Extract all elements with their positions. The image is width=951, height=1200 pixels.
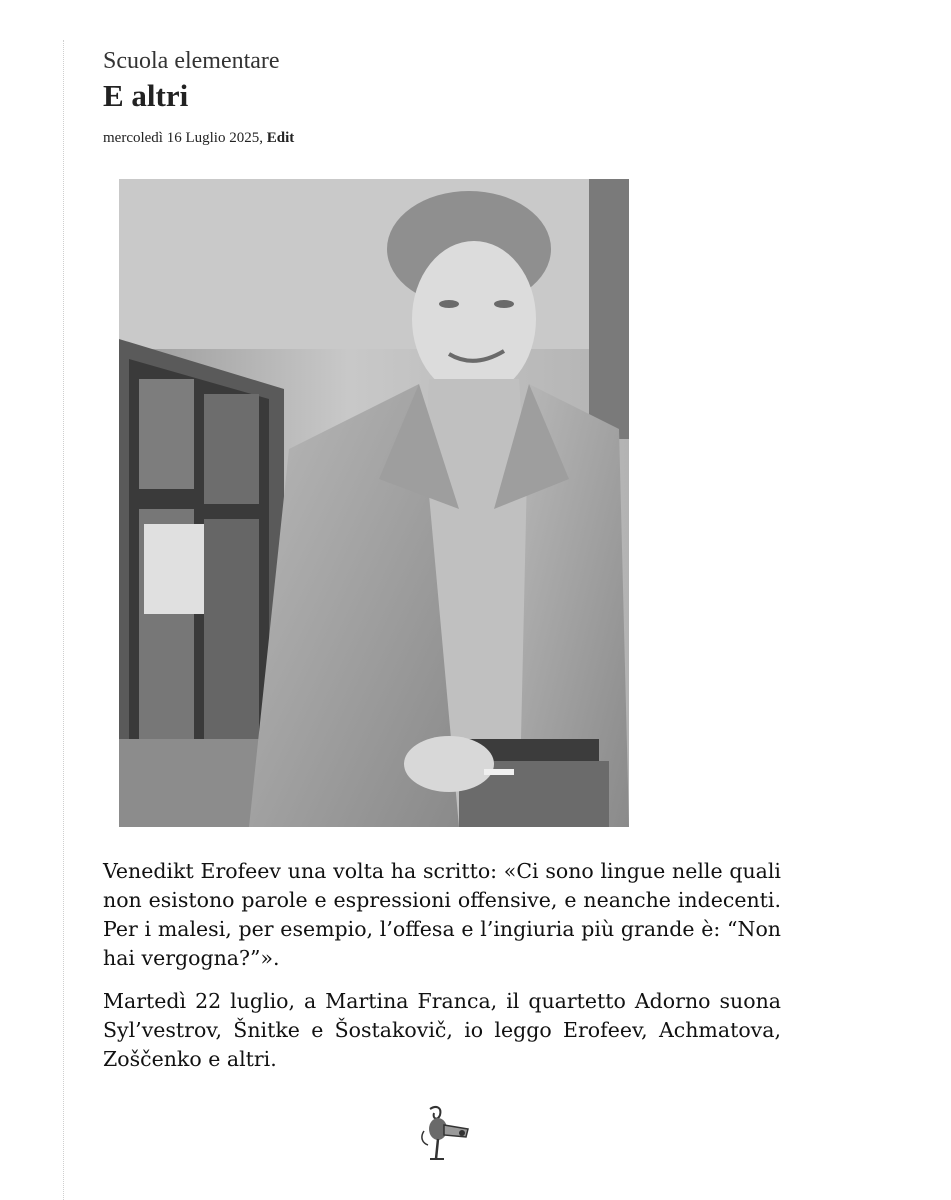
portrait-photo: [119, 179, 629, 827]
post-header: [103, 46, 294, 148]
edit-link[interactable]: Edit: [266, 130, 295, 146]
post-title: E altri: [103, 78, 189, 113]
article-body: [103, 857, 781, 1088]
fleuron-ornament-icon: [416, 1103, 472, 1163]
article-paragraph-2: Martedì 22 luglio, a Martina Franca, il quartetto Adorno suona Syl’vestrov, Šnitke e Šostakovič, io leggo Erofeev, Achmatova, Zoščenko e altri.: [103, 989, 781, 1071]
post-date: mercoledì 16 Luglio 2025,: [103, 130, 263, 146]
section-label[interactable]: Scuola elementare: [103, 48, 280, 74]
post-meta: [103, 128, 294, 148]
left-margin-rule: [63, 40, 64, 1200]
article-paragraph-1: Venedikt Erofeev una volta ha scritto: «Ci sono lingue nelle quali non esistono parole e espressioni offensive, e neanche indecenti. Per i malesi, per esempio, l’offesa e l’ingiuria più grande è: “Non hai vergogna?”».: [103, 859, 781, 970]
